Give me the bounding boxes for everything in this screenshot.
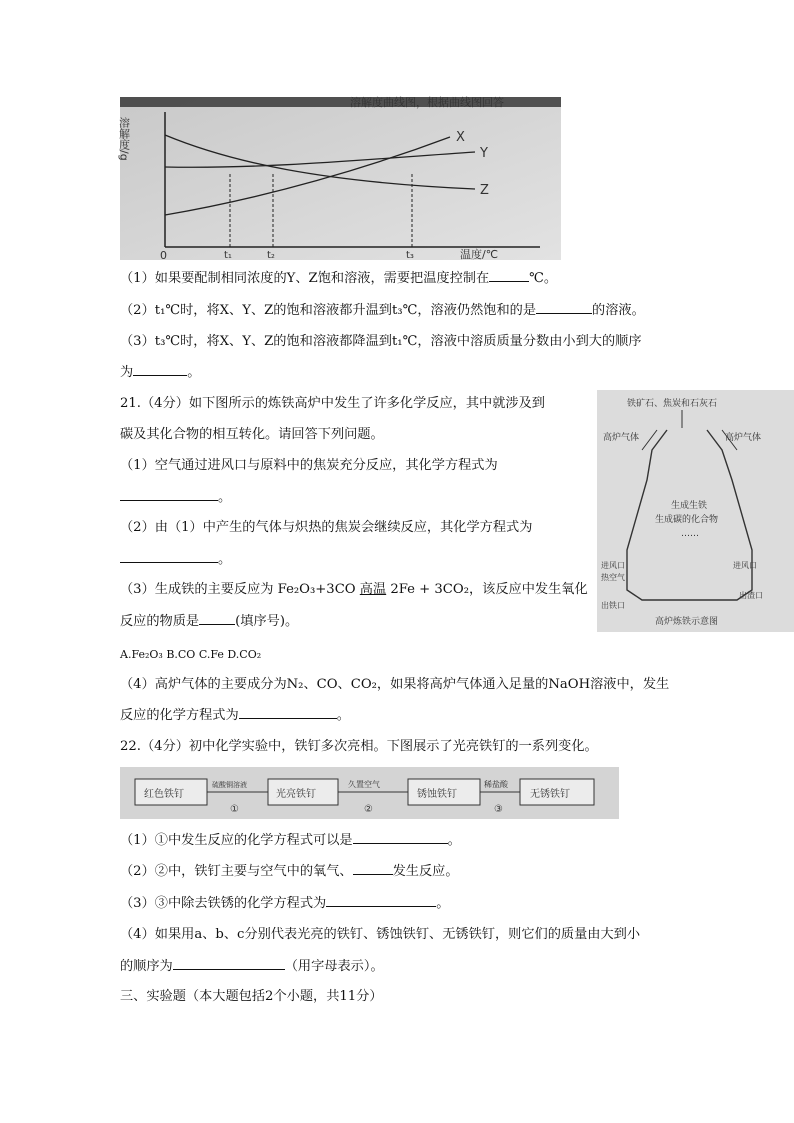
q22-part2: （2）②中，铁钉主要与空气中的氧气、 发生反应。 [120, 861, 459, 882]
answer-blank[interactable] [199, 611, 235, 625]
box-rusty-nail: 锈蚀铁钉 [417, 789, 457, 800]
origin-label: 0 [160, 249, 167, 262]
arrow2-num: ② [364, 804, 373, 815]
gas-left-label: 高炉气体 [603, 433, 640, 443]
answer-blank[interactable] [120, 487, 218, 501]
arrow1-num: ① [230, 804, 239, 815]
q22-part4: （4）如果用a、b、c分别代表光亮的铁钉、锈蚀铁钉、无锈铁钉，则它们的质量由大到小 [120, 927, 641, 942]
arrow1-label: 硫酸铜溶液 [212, 781, 247, 789]
box-red-nail: 红色铁钉 [144, 789, 184, 800]
q20-part1: （1）如果要配制相同浓度的Y、Z饱和溶液，需要把温度控制在 ℃。 [120, 268, 557, 289]
arrow2-label: 久置空气 [348, 780, 380, 789]
answer-blank[interactable] [239, 705, 337, 719]
answer-blank[interactable] [353, 830, 448, 844]
tick-t1: t₁ [224, 250, 232, 261]
q21-part2: （2）由（1）中产生的气体与炽热的焦炭会继续反应，其化学方程式为 [120, 520, 533, 535]
slag-outlet-label: 出渣口 [739, 591, 763, 600]
q20-part3: （3）t₃℃时，将X、Y、Z的饱和溶液都降温到t₁℃，溶液中溶质质量分数由小到大的顺序 [120, 334, 642, 349]
solubility-curve-figure [117, 96, 561, 262]
q21-intro-line2: 碳及其化合物的相互转化。请回答下列问题。 [120, 427, 384, 442]
q22-part3: （3）③中除去铁锈的化学方程式为 。 [120, 893, 449, 914]
furnace-top-label: 铁矿石、焦炭和石灰石 [627, 399, 718, 409]
furnace-caption: 高炉炼铁示意图 [655, 617, 719, 627]
q21-intro-line1: 21.（4分）如下图所示的炼铁高炉中发生了许多化学反应，其中就涉及到 [120, 396, 545, 411]
iron-nail-flow-figure [120, 767, 619, 819]
q21-part1: （1）空气通过进风口与原料中的焦炭充分反应，其化学方程式为 [120, 458, 498, 473]
blast-furnace-figure [597, 390, 794, 632]
q21-part4: （4）高炉气体的主要成分为N₂、CO、CO₂，如果将高炉气体通入足量的NaOH溶液中，发生 [120, 677, 670, 692]
answer-blank[interactable] [173, 956, 285, 970]
x-axis-label: 温度/℃ [460, 248, 499, 261]
center-label-3: …… [681, 529, 699, 539]
series-x-label: X [456, 130, 465, 145]
series-y-label: Y [480, 146, 488, 161]
q20-part2: （2）t₁℃时，将X、Y、Z的饱和溶液都升温到t₃℃，溶液仍然饱和的是 的溶液。 [120, 300, 645, 321]
inlet-right-label: 进风口 [733, 561, 757, 570]
answer-blank[interactable] [326, 893, 436, 907]
answer-blank[interactable] [536, 300, 592, 314]
answer-blank[interactable] [353, 861, 393, 875]
series-z-label: Z [480, 183, 489, 198]
arrow3-num: ③ [494, 804, 503, 815]
section-3-heading: 三、实验题（本大题包括2个小题，共11分） [120, 989, 383, 1004]
reaction-condition: 高温 [359, 582, 387, 597]
q21-part4-cont: 反应的化学方程式为 。 [120, 705, 350, 726]
q22-intro: 22.（4分）初中化学实验中，铁钉多次亮相。下图展示了光亮铁钉的一系列变化。 [120, 739, 598, 754]
q22-part4-cont: 的顺序为 （用字母表示）。 [120, 956, 384, 977]
q21-part3: （3）生成铁的主要反应为 Fe₂O₃+3CO 高温 2Fe + 3CO₂，该反应中发生氧化 [120, 582, 588, 597]
answer-blank[interactable] [120, 549, 218, 563]
iron-outlet-label: 出铁口 [601, 601, 625, 610]
box-bright-nail: 光亮铁钉 [276, 789, 316, 800]
figure-header-text: 溶解度曲线图，根据曲线图回答 [350, 96, 504, 109]
q22-part1: （1）①中发生反应的化学方程式可以是 。 [120, 830, 461, 851]
gas-right-label: 高炉气体 [725, 433, 762, 443]
hot-air-label: 热空气 [601, 573, 625, 582]
tick-t3: t₃ [406, 250, 414, 261]
q21-part2-answer: 。 [120, 549, 231, 570]
answer-blank[interactable] [489, 268, 529, 282]
inlet-left-label: 进风口 [601, 561, 625, 570]
center-label-2: 生成碳的化合物 [655, 515, 719, 525]
q21-part3-cont: 反应的物质是 (填序号)。 [120, 611, 298, 632]
q21-options: A.Fe₂O₃ B.CO C.Fe D.CO₂ [120, 648, 262, 661]
q20-part3-cont: 为 。 [120, 362, 200, 383]
box-rustless-nail: 无锈铁钉 [530, 789, 570, 800]
tick-t2: t₂ [267, 250, 275, 261]
answer-blank[interactable] [133, 362, 187, 376]
y-axis-label: 溶解度/g [117, 117, 131, 161]
arrow3-label: 稀盐酸 [484, 780, 508, 789]
q21-part1-answer: 。 [120, 487, 231, 508]
center-label-1: 生成生铁 [671, 501, 708, 511]
